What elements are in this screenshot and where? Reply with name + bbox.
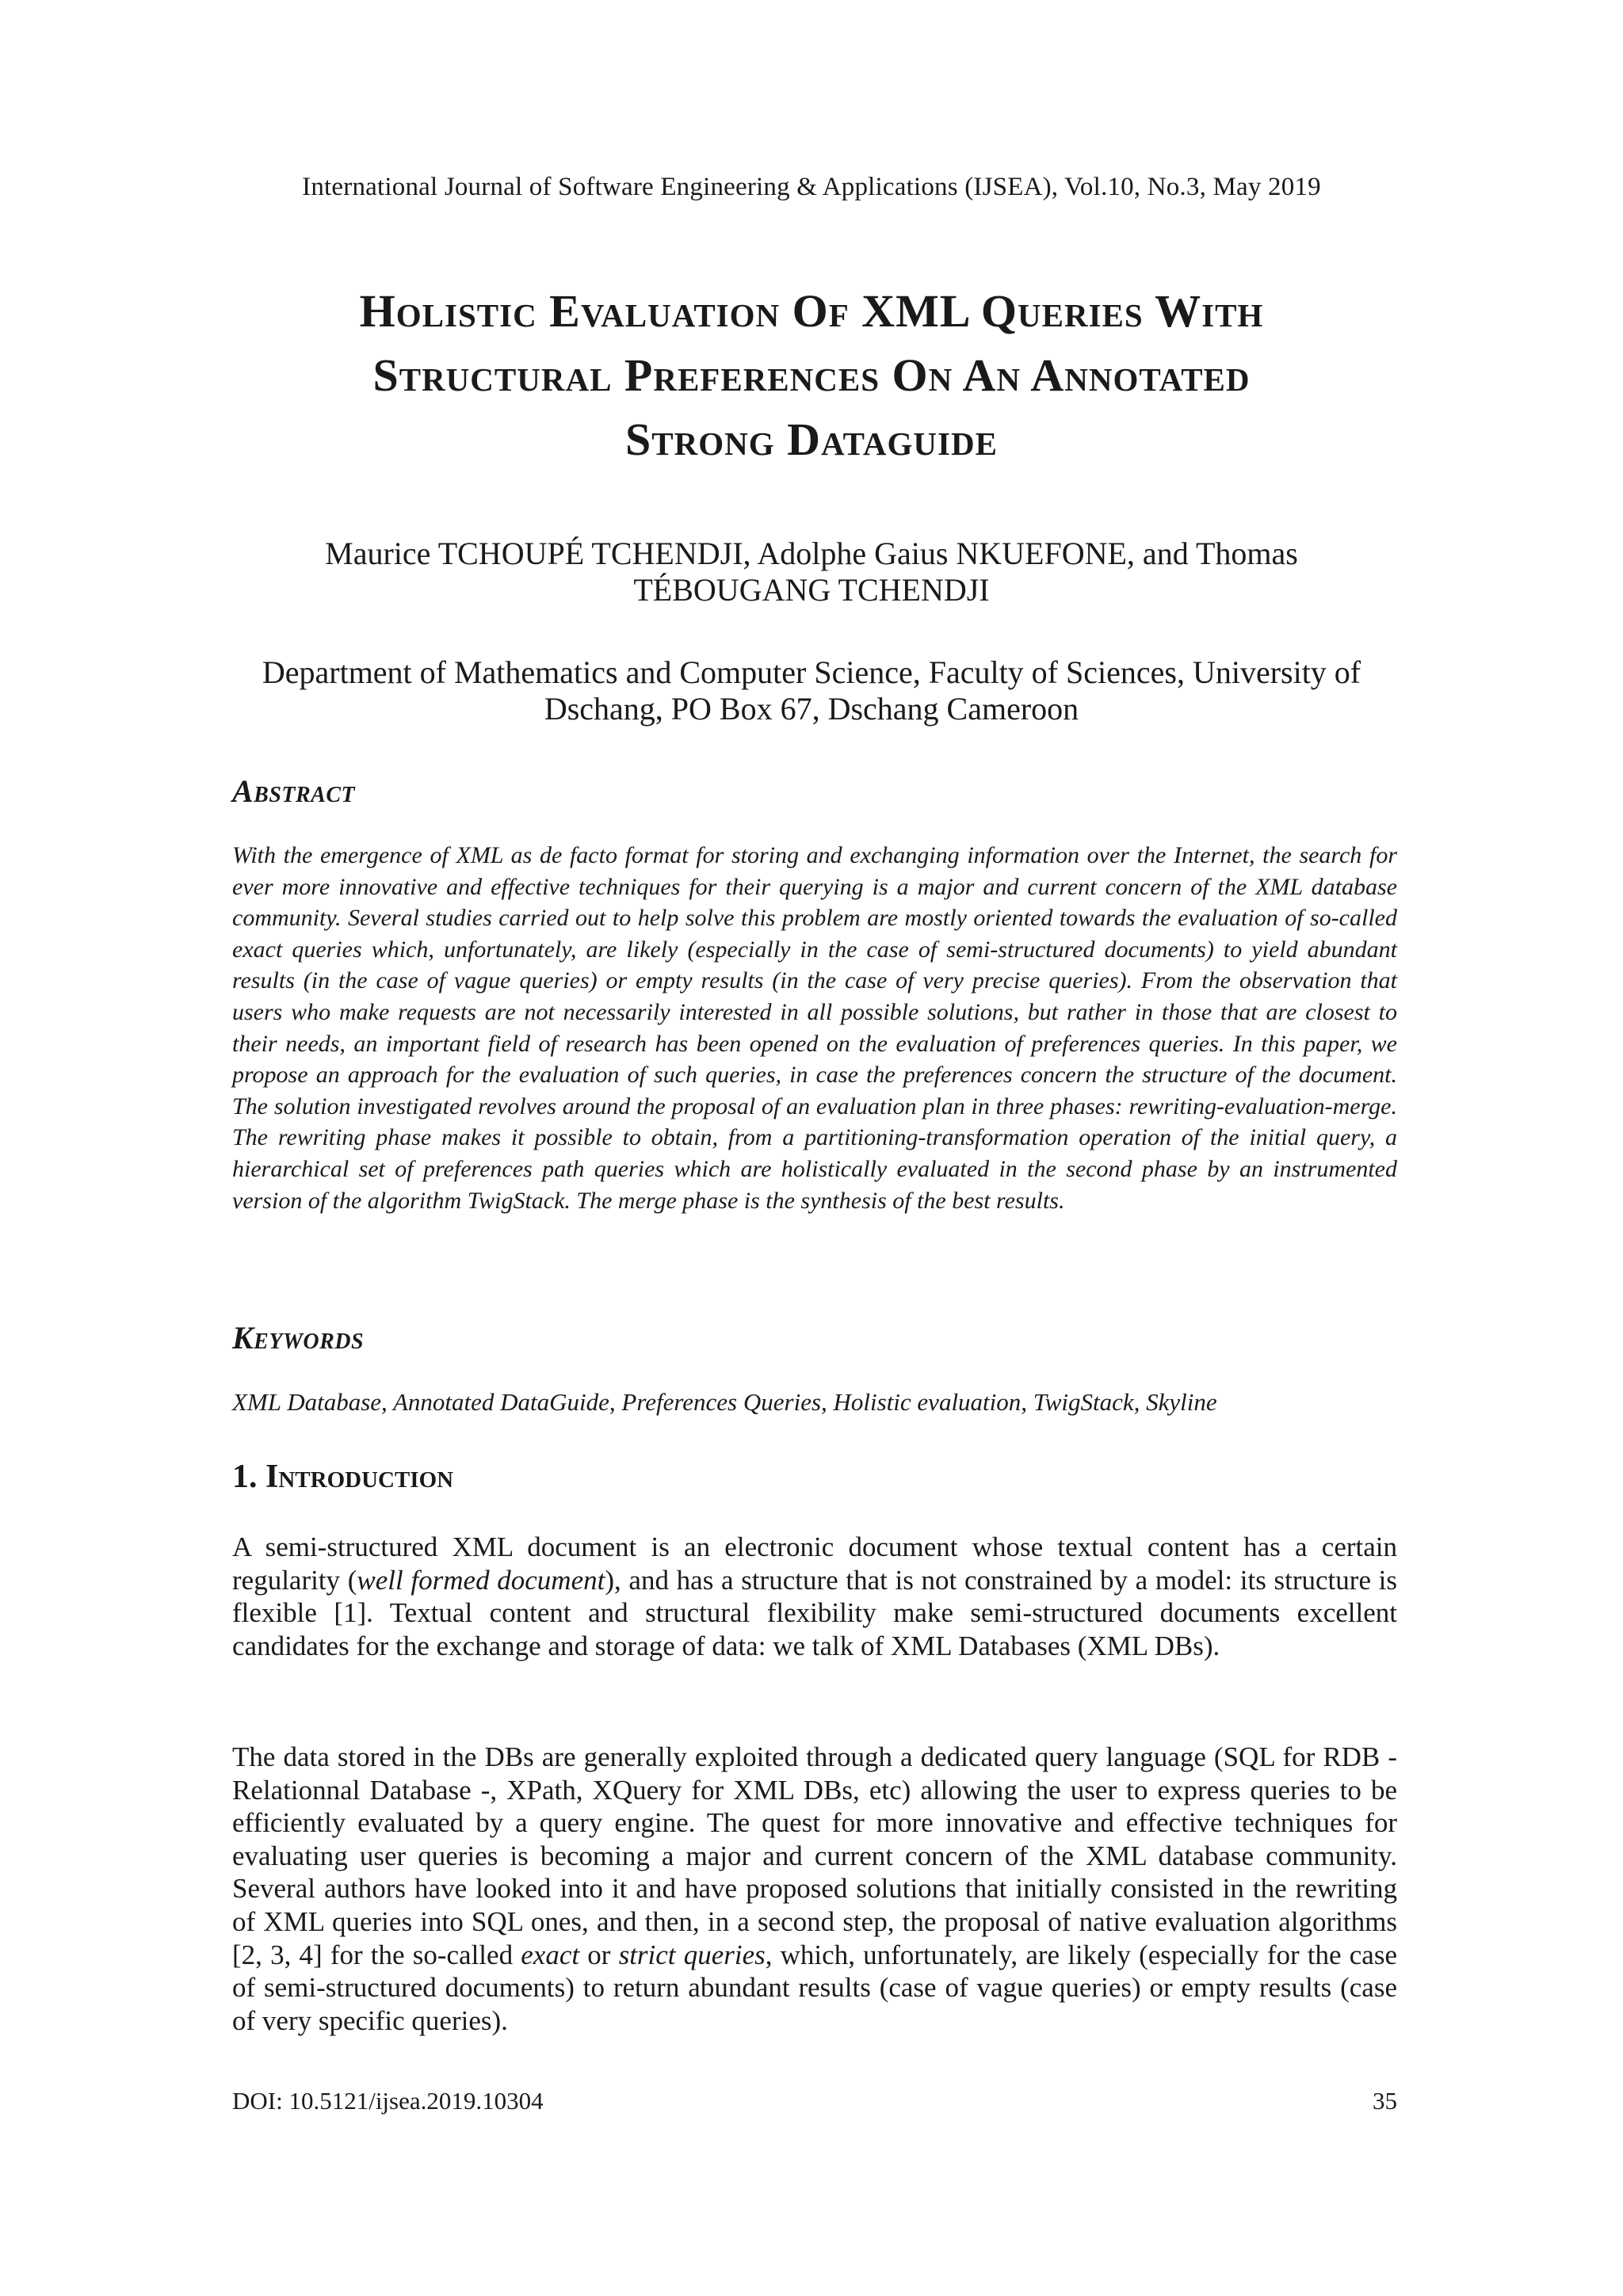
paragraph-text: , which, unfortunately, are likely (especially for the case of semi-structured documents) to return abundant results (case of vague queries) or empty results (case of very specific queries).	[232, 1939, 1397, 2036]
title-line: Holistic Evaluation Of XML Queries With	[359, 285, 1264, 337]
paragraph-text: or	[579, 1939, 619, 1970]
keywords-heading: Keywords	[232, 1320, 365, 1356]
author-line: TÉBOUGANG TCHENDJI	[633, 572, 990, 608]
paragraph-text: The data stored in the DBs are generally exploited through a dedicated query language (SQL for RDB - Relationnal Database -, XPath, XQuery for XML DBs, etc) allowing the user to express queries to be efficiently evaluated by a query engine. The quest for more innovative and effective techniques for evaluating user queries is becoming a major and current concern of the XML database community. Several authors have looked into it and have proposed solutions that initially consisted in the rewriting of XML queries into SQL ones, and then, in a second step, the proposal of native evaluation algorithms [2, 3, 4] for the so-called	[232, 1741, 1397, 1970]
emphasis-text: strict queries	[618, 1939, 766, 1970]
keywords-list: XML Database, Annotated DataGuide, Preferences Queries, Holistic evaluation, TwigStack, Skyline	[232, 1388, 1217, 1416]
title-line: Structural Preferences On An Annotated	[372, 349, 1251, 401]
paper-title	[190, 279, 1433, 471]
title-line: Strong Dataguide	[625, 414, 998, 465]
emphasis-text: well formed document	[357, 1564, 605, 1596]
author-affiliation	[190, 654, 1433, 727]
journal-running-header: International Journal of Software Engineering & Applications (IJSEA), Vol.10, No.3, May 2019	[302, 173, 1321, 201]
introduction-paragraph-2	[232, 1741, 1397, 2037]
introduction-heading: 1. Introduction	[232, 1459, 454, 1495]
author-line: Maurice TCHOUPÉ TCHENDJI, Adolphe Gaius NKUEFONE, and Thomas	[325, 536, 1298, 571]
paragraph-text: A semi-structured XML document is an electronic document whose textual content has a certain regularity (	[232, 1531, 1397, 1596]
author-list	[190, 536, 1433, 608]
abstract-body: With the emergence of XML as de facto format for storing and exchanging information over the Internet, the search for ever more innovative and effective techniques for their querying is a major and current concern of the XML database community. Several studies carried out to help solve this problem are mostly oriented towards the evaluation of so-called exact queries which, unfortunately, are likely (especially in the case of semi-structured documents) to yield abundant results (in the case of vague queries) or empty results (in the case of very precise queries). From the observation that users who make requests are not necessarily interested in all possible solutions, but rather in those that are closest to their needs, an important field of research has been opened on the evaluation of preferences queries. In this paper, we propose an approach for the evaluation of such queries, in case the preferences concern the structure of the document. The solution investigated revolves around the proposal of an evaluation plan in three phases: rewriting-evaluation-merge. The rewriting phase makes it possible to obtain, from a partitioning-transformation operation of the initial query, a hierarchical set of preferences path queries which are holistically evaluated in the second phase by an instrumented version of the algorithm TwigStack. The merge phase is the synthesis of the best results.	[232, 842, 1397, 1214]
affiliation-line: Dschang, PO Box 67, Dschang Cameroon	[544, 691, 1079, 727]
emphasis-text: exact	[521, 1939, 580, 1970]
page-number: 35	[1373, 2087, 1397, 2115]
affiliation-line: Department of Mathematics and Computer Science, Faculty of Sciences, University of	[262, 654, 1361, 690]
abstract-heading: Abstract	[232, 773, 356, 809]
paragraph-text: ), and has a structure that is not constrained by a model: its structure is flexible [1]. Textual content and structural flexibility make semi-structured documents excellent candidates for the exchange and storage of data: we talk of XML Databases (XML DBs).	[232, 1564, 1398, 1661]
introduction-paragraph-1	[232, 1531, 1397, 1662]
doi-footer: DOI: 10.5121/ijsea.2019.10304	[232, 2087, 544, 2115]
